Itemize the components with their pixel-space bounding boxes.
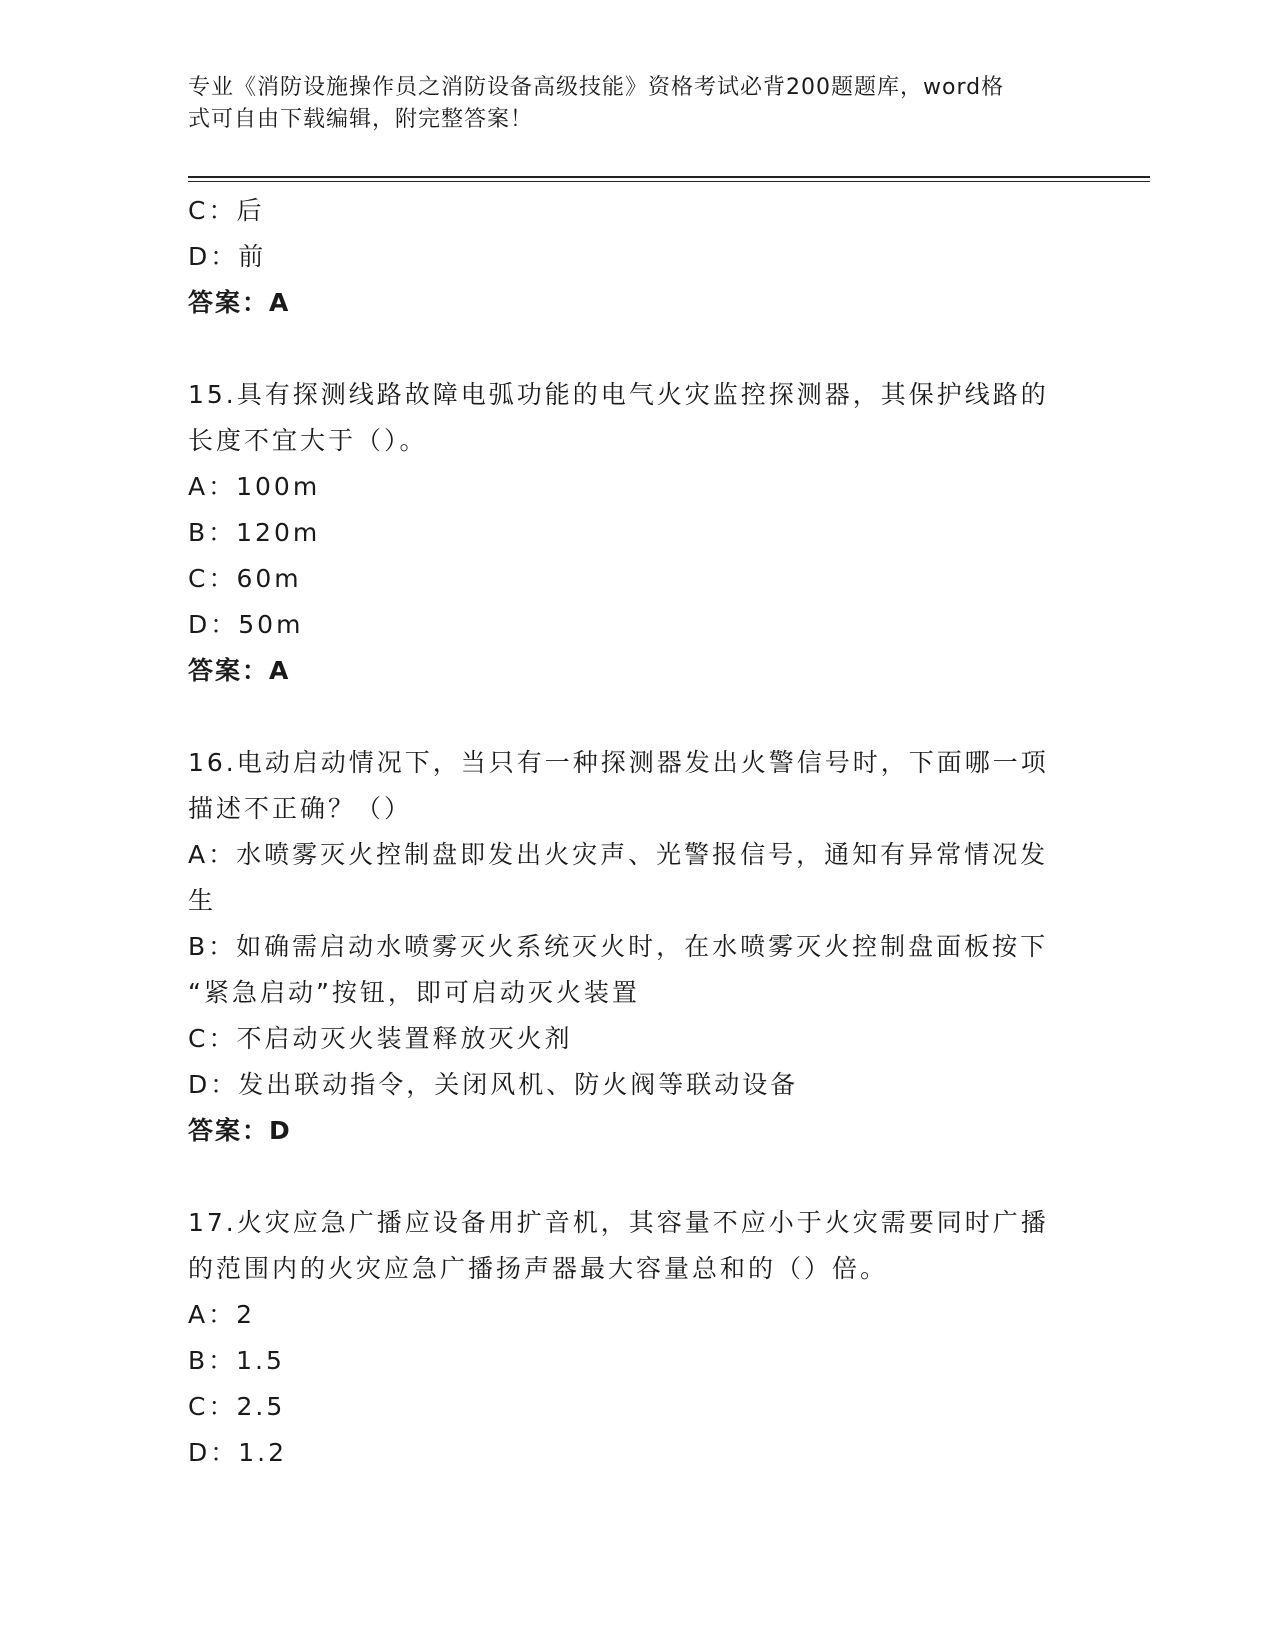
answer-line: 答案：D: [188, 1116, 292, 1145]
spacer: [188, 1154, 1088, 1200]
option-c: C：后: [188, 196, 265, 225]
question-16: [188, 740, 1088, 1154]
header-line-2: 式可自由下载编辑，附完整答案！: [188, 107, 534, 132]
option-d: D：1.2: [188, 1438, 288, 1467]
answer-line: 答案：A: [188, 656, 291, 685]
question-text: 15.具有探测线路故障电弧功能的电气火灾监控探测器，其保护线路的: [188, 380, 1049, 409]
option-c: C：不启动灭火装置释放灭火剂: [188, 1024, 573, 1053]
spacer: [188, 326, 1088, 372]
option-d: D：前: [188, 242, 267, 271]
option-a: A：2: [188, 1300, 256, 1329]
option-c: C：2.5: [188, 1392, 286, 1421]
header-divider: [188, 176, 1150, 182]
option-a-continued: 生: [188, 886, 217, 915]
question-text: 的范围内的火灾应急广播扬声器最大容量总和的（）倍。: [188, 1254, 889, 1283]
answer-line: 答案：A: [188, 288, 291, 317]
option-a: A：100m: [188, 472, 321, 501]
option-d: D：发出联动指令，关闭风机、防火阀等联动设备: [188, 1070, 799, 1099]
question-text: 16.电动启动情况下，当只有一种探测器发出火警信号时，下面哪一项: [188, 748, 1049, 777]
option-b: B：1.5: [188, 1346, 285, 1375]
header-line-1: 专业《消防设施操作员之消防设备高级技能》资格考试必背200题题库，word格: [188, 75, 1005, 100]
question-15: [188, 372, 1088, 694]
option-c: C：60m: [188, 564, 302, 593]
question-17: [188, 1200, 1088, 1476]
document-body: [188, 188, 1088, 1476]
option-d: D：50m: [188, 610, 304, 639]
spacer: [188, 694, 1088, 740]
question-text: 长度不宜大于（）。: [188, 426, 428, 455]
option-b: B：如确需启动水喷雾灭火系统灭火时，在水喷雾灭火控制盘面板按下: [188, 932, 1049, 961]
option-a: A：水喷雾灭火控制盘即发出火灾声、光警报信号，通知有异常情况发: [188, 840, 1049, 869]
question-text: 描述不正确？（）: [188, 794, 413, 823]
question-text: 17.火灾应急广播应设备用扩音机，其容量不应小于火灾需要同时广播: [188, 1208, 1049, 1237]
option-b: B：120m: [188, 518, 321, 547]
option-b-continued: “紧急启动”按钮，即可启动灭火装置: [188, 978, 640, 1007]
page-header: [188, 72, 1088, 136]
